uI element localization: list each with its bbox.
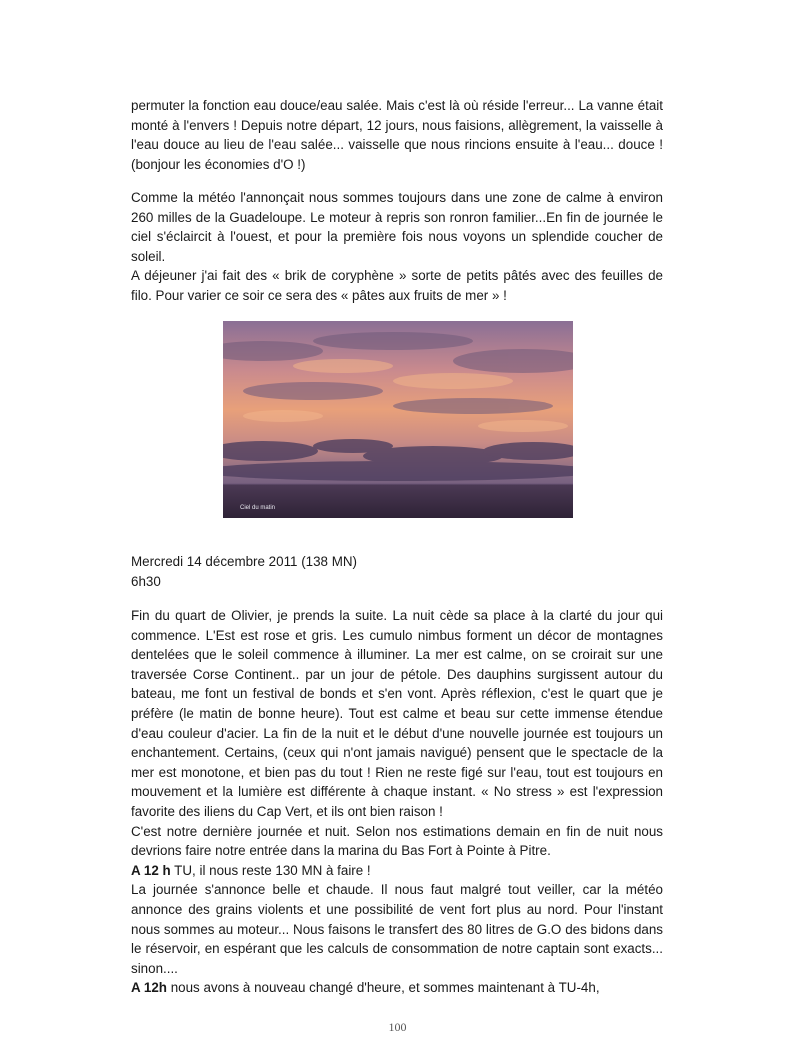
paragraph-text: permuter la fonction eau douce/eau salée. Mais c'est là où réside l'erreur... La vanne était monté à l'envers ! Depuis notre départ, 12 jours, nous faisions, allègrement, la vaisselle à l'eau douce au lieu de l'eau salée... vaisselle que nous rincions ensuite à l'eau... douce ! (bonjour les économies d'O !) xyxy=(131,98,663,172)
paragraph-text: A déjeuner j'ai fait des « brik de coryphène » sorte de petits pâtés avec des feuilles de filo. Pour varier ce soir ce sera des « pâtes aux fruits de mer » ! xyxy=(131,268,663,303)
sunrise-photo xyxy=(223,321,573,518)
time-note-text: TU, il nous reste 130 MN à faire ! xyxy=(170,862,371,878)
paragraph-text: Comme la météo l'annonçait nous sommes toujours dans une zone de calme à environ 260 milles de la Guadeloupe. Le moteur à repris son ronron familier...En fin de journée le ciel s'éclaircit à l'ouest, et pour la première fois nous voyons un splendide coucher de soleil. xyxy=(131,190,663,264)
entry-date: Mercredi 14 décembre 2011 (138 MN) xyxy=(131,554,358,569)
paragraph-intro xyxy=(131,96,663,174)
paragraph-text: C'est notre dernière journée et nuit. Selon nos estimations demain en fin de nuit nous devrions faire notre entrée dans la marina du Bas Fort à Pointe à Pitre. xyxy=(131,823,663,859)
paragraph-weather xyxy=(131,188,663,306)
time-label: A 12 h xyxy=(131,862,171,878)
entry-time: 6h30 xyxy=(131,573,161,589)
paragraph-time-note xyxy=(131,978,663,998)
paragraph-text: La journée s'annonce belle et chaude. Il nous faut malgré tout veiller, car la météo annonce des grains violents et une possibilité de vent fort plus au nord. Pour l'instant nous sommes au moteur... Nous faisons le transfert des 80 litres de G.O des bidons dans le réservoir, en espérant que les calculs de consommation de notre captain sont exacts... sinon.... xyxy=(131,882,663,976)
entry-header xyxy=(131,552,663,591)
time-label: A 12h xyxy=(131,980,167,996)
time-note-text: nous avons à nouveau changé d'heure, et sommes maintenant à TU-4h, xyxy=(166,980,600,996)
sky-image xyxy=(223,321,573,518)
paragraph-journal xyxy=(131,606,663,998)
photo-caption: Ciel du matin xyxy=(240,505,276,511)
paragraph-time-note xyxy=(131,861,663,881)
paragraph-text: Fin du quart de Olivier, je prends la suite. La nuit cède sa place à la clarté du jour qui commence. L'Est est rose et gris. Les cumulo nimbus forment un décor de montagnes dentelées que le soleil commence à illuminer. La mer est calme, on se croirait sur une traversée Corse Continent.. par un jour de pétole. Des dauphins surgissent autour du bateau, me font un festival de bonds et s'en vont. Après réflexion, c'est le quart que je préfère (le matin de bonne heure). Tout est calme et beau sur cette immense étendue d'eau couleur d'acier. La fin de la nuit et le début d'une nouvelle journée est toujours un enchantement. Certains, (ceux qui n'ont jamais navigué) pensent que le spectacle de la mer est monotone, et bien pas du tout ! Rien ne reste figé sur l'eau, tout est toujours en mouvement et la lumière est différente à chaque instant. « No stress » est l'expression favorite des iliens du Cap Vert, et ils ont bien raison ! xyxy=(131,608,663,819)
page-number: 100 xyxy=(388,1020,407,1034)
